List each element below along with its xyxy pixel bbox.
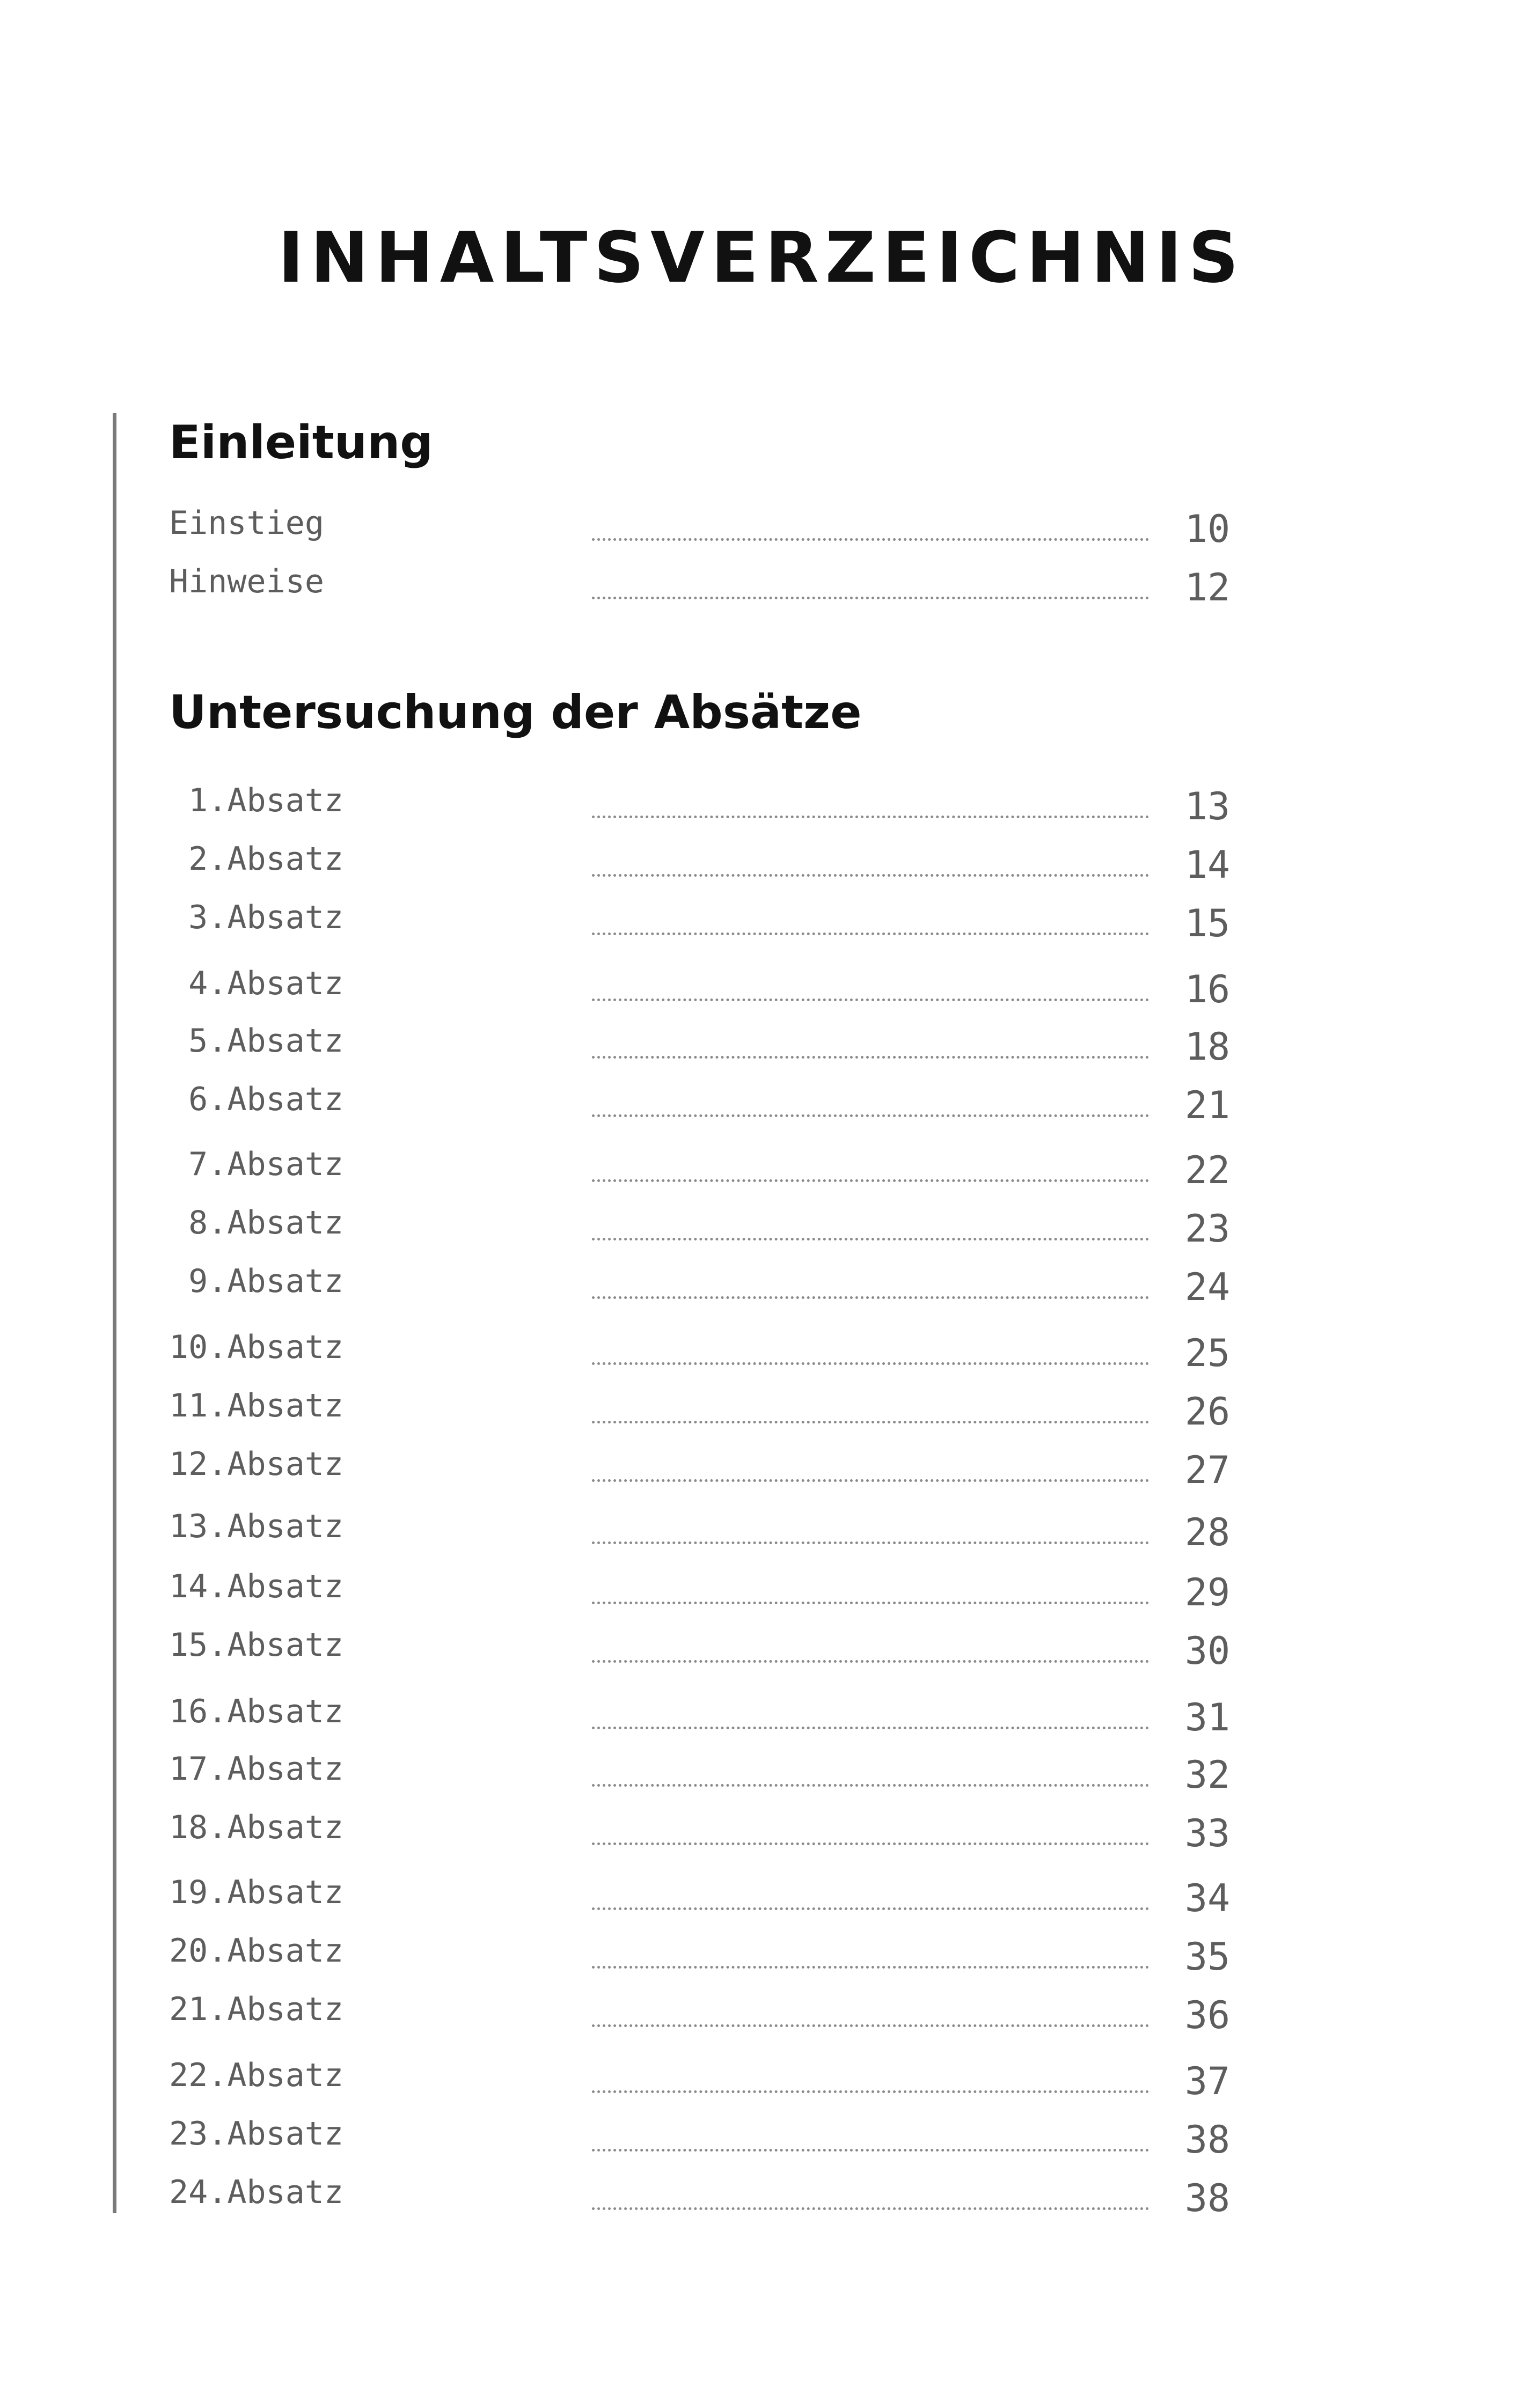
toc-entry-page-number: 34	[1184, 1876, 1231, 1920]
toc-entry[interactable]	[0, 1695, 1523, 1744]
dotted-leader	[592, 1907, 1149, 1910]
toc-entry-label: 24.Absatz	[169, 2174, 344, 2211]
toc-entry-page-number: 30	[1184, 1629, 1231, 1673]
dotted-leader	[592, 597, 1149, 599]
toc-entry-page-number: 35	[1184, 1935, 1231, 1979]
toc-entry-label: 23.Absatz	[169, 2115, 344, 2153]
toc-entry-label: 12.Absatz	[169, 1445, 344, 1483]
dotted-leader	[592, 538, 1149, 541]
toc-entry-label: 4.Absatz	[169, 965, 344, 1002]
toc-entry-label: 20.Absatz	[169, 1932, 344, 1970]
dotted-leader	[592, 1114, 1149, 1117]
dotted-leader	[592, 1296, 1149, 1299]
toc-entry[interactable]	[0, 784, 1523, 833]
toc-entry[interactable]	[0, 1932, 1523, 1983]
toc-entry-page-number: 33	[1184, 1811, 1231, 1855]
dotted-leader	[592, 2207, 1149, 2210]
toc-entry[interactable]	[0, 1876, 1523, 1925]
toc-entry-label: 8.Absatz	[169, 1204, 344, 1242]
dotted-leader	[592, 2090, 1149, 2093]
dotted-leader	[592, 1421, 1149, 1423]
dotted-leader	[592, 1842, 1149, 1845]
dotted-leader	[592, 1966, 1149, 1969]
toc-entry-page-number: 27	[1184, 1448, 1231, 1492]
toc-entry-page-number: 25	[1184, 1331, 1231, 1375]
toc-entry-page-number: 36	[1184, 1993, 1231, 2037]
toc-entry-page-number: 16	[1184, 967, 1231, 1011]
toc-entry[interactable]	[0, 2176, 1523, 2225]
toc-entry-label: Hinweise	[169, 563, 324, 600]
section-heading-einleitung: Einleitung	[169, 416, 433, 469]
toc-entry[interactable]	[0, 1445, 1523, 1496]
toc-entry[interactable]	[0, 1750, 1523, 1801]
toc-entry-label: Einstieg	[169, 504, 324, 542]
toc-entry[interactable]	[0, 1570, 1523, 1619]
dotted-leader	[592, 1238, 1149, 1240]
page-title: INHALTSVERZEICHNIS	[277, 217, 1246, 298]
toc-entry[interactable]	[0, 1148, 1523, 1196]
toc-entry-label: 3.Absatz	[169, 899, 344, 936]
toc-entry[interactable]	[0, 1328, 1523, 1379]
toc-entry[interactable]	[0, 1993, 1523, 2042]
toc-entry-label: 15.Absatz	[169, 1626, 344, 1664]
toc-entry-page-number: 31	[1184, 1695, 1231, 1739]
toc-entry-page-number: 23	[1184, 1207, 1231, 1251]
toc-entry-label: 6.Absatz	[169, 1081, 344, 1118]
toc-entry[interactable]	[0, 840, 1523, 891]
toc-entry-label: 10.Absatz	[169, 1328, 344, 1366]
toc-entry[interactable]	[0, 1387, 1523, 1438]
toc-entry-label: 17.Absatz	[169, 1750, 344, 1788]
toc-entry[interactable]	[0, 504, 1523, 555]
toc-entry-label: 5.Absatz	[169, 1022, 344, 1060]
toc-entry-label: 19.Absatz	[169, 1874, 344, 1911]
dotted-leader	[592, 1727, 1149, 1729]
dotted-leader	[592, 2024, 1149, 2027]
toc-entry-page-number: 28	[1184, 1510, 1231, 1554]
toc-entry[interactable]	[0, 1083, 1523, 1132]
dotted-leader	[592, 1660, 1149, 1663]
toc-entry[interactable]	[0, 1204, 1523, 1255]
toc-entry-label: 13.Absatz	[169, 1508, 344, 1545]
dotted-leader	[592, 999, 1149, 1001]
toc-entry-label: 14.Absatz	[169, 1568, 344, 1605]
toc-entry-page-number: 38	[1184, 2176, 1231, 2220]
toc-entry[interactable]	[0, 1022, 1523, 1073]
toc-entry-page-number: 13	[1184, 784, 1231, 828]
toc-entry-label: 18.Absatz	[169, 1809, 344, 1846]
toc-entry-label: 9.Absatz	[169, 1262, 344, 1300]
dotted-leader	[592, 1541, 1149, 1544]
toc-entry-page-number: 37	[1184, 2059, 1231, 2103]
toc-entry-label: 2.Absatz	[169, 840, 344, 878]
toc-entry[interactable]	[0, 2115, 1523, 2166]
dotted-leader	[592, 874, 1149, 877]
toc-entry-page-number: 18	[1184, 1025, 1231, 1069]
dotted-leader	[592, 816, 1149, 818]
dotted-leader	[592, 1602, 1149, 1604]
dotted-leader	[592, 1362, 1149, 1365]
dotted-leader	[592, 933, 1149, 935]
toc-entry[interactable]	[0, 1262, 1523, 1313]
toc-entry[interactable]	[0, 1626, 1523, 1677]
toc-entry-page-number: 15	[1184, 901, 1231, 945]
dotted-leader	[592, 2149, 1149, 2152]
toc-entry-page-number: 24	[1184, 1265, 1231, 1309]
toc-entry[interactable]	[0, 967, 1523, 1016]
dotted-leader	[592, 1056, 1149, 1059]
toc-entry-label: 1.Absatz	[169, 782, 344, 819]
toc-entry-page-number: 10	[1184, 507, 1231, 551]
dotted-leader	[592, 1784, 1149, 1787]
toc-entry[interactable]	[0, 563, 1523, 614]
toc-entry[interactable]	[0, 1811, 1523, 1860]
dotted-leader	[592, 1479, 1149, 1482]
toc-entry-page-number: 14	[1184, 843, 1231, 887]
toc-entry[interactable]	[0, 2059, 1523, 2108]
toc-entry[interactable]	[0, 1510, 1523, 1559]
toc-entry-label: 22.Absatz	[169, 2057, 344, 2094]
toc-entry-page-number: 29	[1184, 1570, 1231, 1614]
toc-entry-page-number: 26	[1184, 1390, 1231, 1434]
toc-entry-page-number: 22	[1184, 1148, 1231, 1192]
toc-entry-page-number: 21	[1184, 1083, 1231, 1127]
toc-entry-page-number: 12	[1184, 566, 1231, 610]
toc-entry-label: 16.Absatz	[169, 1693, 344, 1730]
dotted-leader	[592, 1179, 1149, 1182]
toc-entry-label: 11.Absatz	[169, 1387, 344, 1425]
toc-entry-page-number: 38	[1184, 2118, 1231, 2162]
toc-entry-label: 7.Absatz	[169, 1146, 344, 1183]
toc-entry-label: 21.Absatz	[169, 1991, 344, 2028]
section-heading-untersuchung: Untersuchung der Absätze	[169, 686, 862, 739]
toc-entry-page-number: 32	[1184, 1753, 1231, 1797]
toc-entry[interactable]	[0, 901, 1523, 950]
